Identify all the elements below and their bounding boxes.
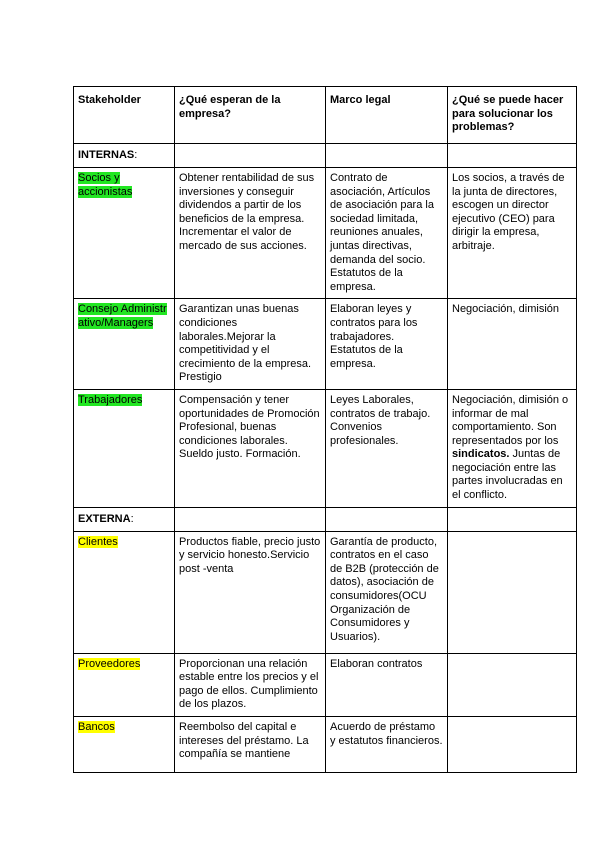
header-row	[74, 87, 577, 144]
header-expectations: ¿Qué esperan de la empresa?	[175, 87, 326, 144]
stakeholder-name: Socios y accionistas	[74, 168, 175, 299]
header-solutions: ¿Qué se puede hacer para solucionar los problemas?	[448, 87, 577, 144]
table-row	[74, 531, 577, 653]
stakeholder-name: Bancos	[74, 717, 175, 773]
expectations-cell: Proporcionan una relación estable entre los precios y el pago de ellos. Cumplimiento de los plazos.	[175, 653, 326, 716]
expectations-cell: Obtener rentabilidad de sus inversiones y conseguir dividendos a partir de los beneficios de la empresa. Incrementar el valor de mercado de sus acciones.	[175, 168, 326, 299]
expectations-cell: Productos fiable, precio justo y servicio honesto.Servicio post -venta	[175, 531, 326, 653]
expectations-cell: Compensación y tener oportunidades de Promoción Profesional, buenas condiciones laborales. Sueldo justo. Formación.	[175, 389, 326, 507]
table-row	[74, 653, 577, 716]
stakeholder-name: Trabajadores	[74, 389, 175, 507]
table-row	[74, 299, 577, 390]
solution-cell	[448, 717, 577, 773]
section-label-externa: EXTERNA:	[74, 507, 175, 531]
expectations-cell: Reembolso del capital e intereses del préstamo. La compañía se mantiene	[175, 717, 326, 773]
solution-cell	[448, 531, 577, 653]
table-row	[74, 717, 577, 773]
legal-cell: Elaboran contratos	[326, 653, 448, 716]
table-row	[74, 389, 577, 507]
legal-cell: Leyes Laborales, contratos de trabajo. Convenios profesionales.	[326, 389, 448, 507]
legal-cell: Acuerdo de préstamo y estatutos financieros.	[326, 717, 448, 773]
solution-cell: Negociación, dimisión o informar de mal comportamiento. Son representados por los sindicatos. Juntas de negociación entre las partes involucradas en el conflicto.	[448, 389, 577, 507]
solution-cell: Los socios, a través de la junta de directores, escogen un director ejecutivo (CEO) para dirigir la empresa, arbitraje.	[448, 168, 577, 299]
stakeholder-name: Proveedores	[74, 653, 175, 716]
legal-cell: Elaboran leyes y contratos para los trabajadores. Estatutos de la empresa.	[326, 299, 448, 390]
header-stakeholder: Stakeholder	[74, 87, 175, 144]
section-label-internas: INTERNAS:	[74, 144, 175, 168]
stakeholder-name: Clientes	[74, 531, 175, 653]
legal-cell: Garantía de producto, contratos en el caso de B2B (protección de datos), asociación de consumidores(OCU Organización de Consumidores y Usuarios).	[326, 531, 448, 653]
stakeholder-name: Consejo Administrativo/Managers	[74, 299, 175, 390]
section-row-internas	[74, 144, 577, 168]
table-row	[74, 168, 577, 299]
stakeholder-table	[73, 86, 577, 773]
legal-cell: Contrato de asociación, Artículos de asociación para la sociedad limitada, reuniones anuales, juntas directivas, demanda del socio. Estatutos de la empresa.	[326, 168, 448, 299]
expectations-cell: Garantizan unas buenas condiciones laborales.Mejorar la competitividad y el crecimiento de la empresa. Prestigio	[175, 299, 326, 390]
section-row-externa	[74, 507, 577, 531]
header-legal-framework: Marco legal	[326, 87, 448, 144]
solution-cell: Negociación, dimisión	[448, 299, 577, 390]
solution-cell	[448, 653, 577, 716]
